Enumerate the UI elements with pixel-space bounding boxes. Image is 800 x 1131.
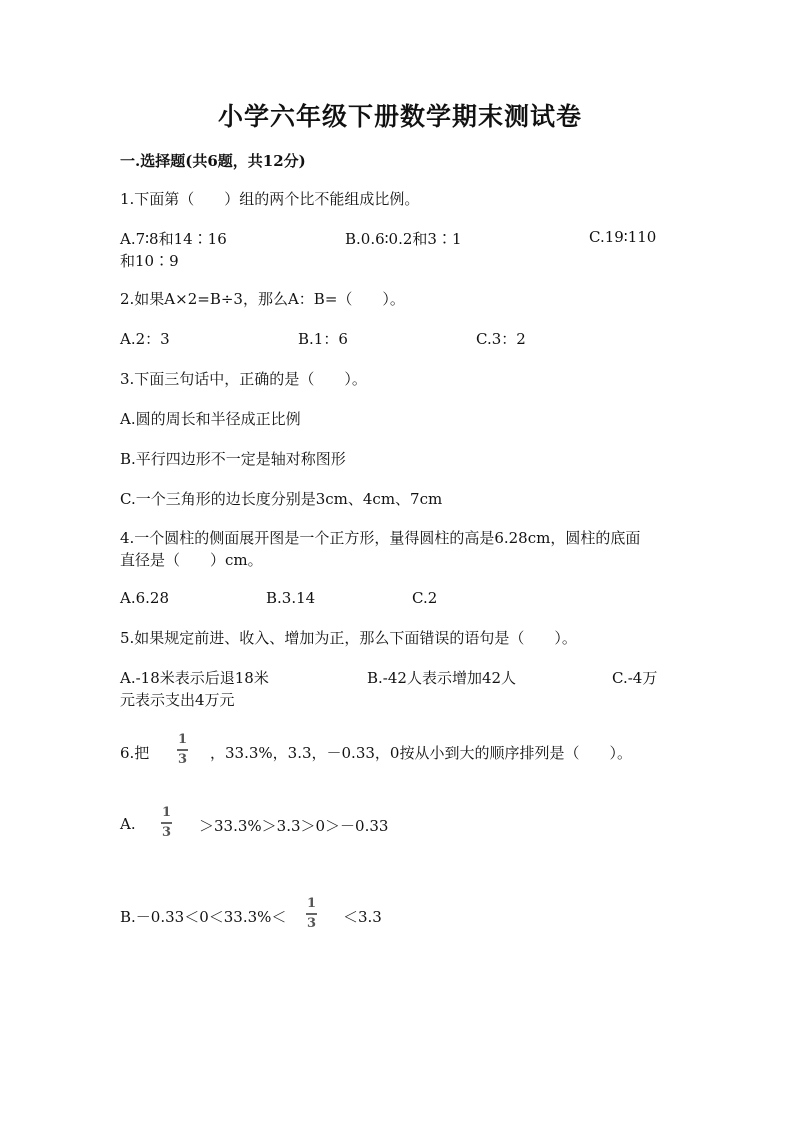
- question-4-stem-line-2: 直径是（ ）cm。: [120, 551, 263, 569]
- question-1-option-a: A.7∶8和14∶16: [120, 230, 227, 248]
- fraction-numerator: 1: [161, 805, 172, 820]
- fraction-one-third: [177, 733, 188, 767]
- question-5-option-a: A.-18米表示后退18米: [120, 669, 269, 687]
- fraction-bar: [161, 822, 172, 824]
- question-5-option-b: B.-42人表示增加42人: [367, 669, 517, 687]
- question-1-option-b: B.0.6∶0.2和3∶1: [345, 230, 462, 248]
- question-6-option-b-prefix: B.－0.33＜0＜33.3%＜: [120, 908, 287, 926]
- section-heading: 一.选择题(共6题，共12分): [120, 152, 306, 170]
- question-5-option-c-wrap: 元表示支出4万元: [120, 691, 235, 709]
- question-6-option-b-rest: ＜3.3: [343, 908, 382, 926]
- question-6-suffix: ，33.3%，3.3，－0.33，0按从小到大的顺序排列是（ ）。: [210, 744, 632, 762]
- fraction-numerator: 1: [306, 896, 317, 911]
- question-2-option-c: C.3：2: [476, 330, 526, 348]
- question-3-option-b: B.平行四边形不一定是轴对称图形: [120, 450, 346, 468]
- fraction-bar: [177, 749, 188, 751]
- fraction-bar: [306, 913, 317, 915]
- question-3-option-c: C.一个三角形的边长度分别是3cm、4cm、7cm: [120, 490, 443, 508]
- question-4-option-c: C.2: [412, 589, 438, 607]
- question-4-stem-line-1: 4.一个圆柱的侧面展开图是一个正方形，量得圆柱的高是6.28cm，圆柱的底面: [120, 529, 641, 547]
- page-title: 小学六年级下册数学期末测试卷: [217, 102, 582, 131]
- fraction-one-third-b: [306, 897, 317, 931]
- fraction-one-third-a: [161, 806, 172, 840]
- fraction-numerator: 1: [177, 732, 188, 747]
- question-5-option-c: C.-4万: [612, 669, 658, 687]
- question-3-option-a: A.圆的周长和半径成正比例: [120, 410, 301, 428]
- question-1-option-c-wrap: 和10∶9: [120, 252, 179, 270]
- fraction-denominator: 3: [177, 751, 188, 767]
- question-2-option-b: B.1：6: [298, 330, 348, 348]
- question-4-option-a: A.6.28: [120, 589, 169, 607]
- question-6-prefix: 6.把: [120, 744, 150, 762]
- question-1-stem: 1.下面第（ ）组的两个比不能组成比例。: [120, 190, 420, 208]
- fraction-denominator: 3: [306, 915, 317, 931]
- question-5-stem: 5.如果规定前进、收入、增加为正，那么下面错误的语句是（ ）。: [120, 629, 577, 647]
- question-1-option-c: C.19∶110: [589, 228, 657, 246]
- question-2-option-a: A.2：3: [120, 330, 170, 348]
- question-2-stem: 2.如果A×2=B÷3，那么A：B=（ ）。: [120, 290, 405, 308]
- question-3-stem: 3.下面三句话中，正确的是（ ）。: [120, 370, 367, 388]
- fraction-denominator: 3: [161, 824, 172, 840]
- question-6-option-a-label: A.: [120, 815, 136, 833]
- question-4-option-b: B.3.14: [266, 589, 316, 607]
- question-6-option-a-rest: ＞33.3%＞3.3＞0＞－0.33: [199, 817, 389, 835]
